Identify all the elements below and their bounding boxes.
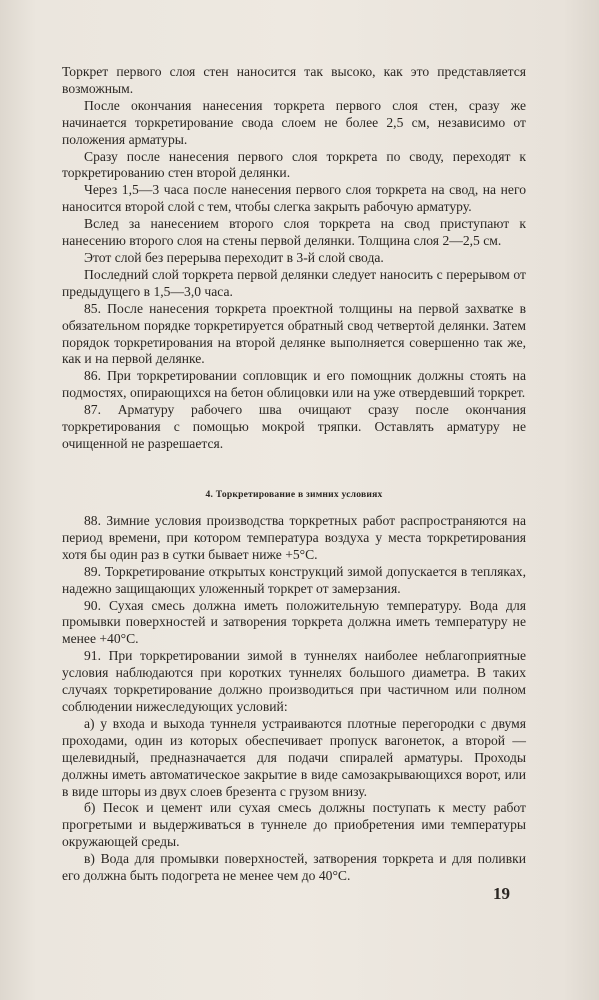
paragraph: б) Песок и цемент или сухая смесь должны поступать к месту работ прогретыми и выдерживаться в туннеле до приобретения ими температуры окружающей среды. [62,800,526,850]
body-text-top [62,64,526,453]
page-number: 19 [493,884,510,903]
paragraph: а) у входа и выхода туннеля устраиваются плотные перегородки с двумя проходами, один из которых обеспечивает пропуск вагонеток, а второй — щелевидный, предназначается для подачи спиралей арматуры. Проходы должны иметь автоматическое закрытие в виде самозакрывающихся ворот, или в виде шторы из двух слоев брезента с грузом внизу. [62,715,526,799]
paragraph: 88. Зимние условия производства торкретных работ распространяются на период времени, при котором температура воздуха у места торкретирования хотя бы один раз в сутки бывает ниже +5°С. [62,513,526,562]
paragraph: После окончания нанесения торкрета первого слоя стен, сразу же начинается торкретирование свода слоем не более 2,5 см, независимо от положения арматуры. [62,97,526,147]
paragraph: Через 1,5—3 часа после нанесения первого слоя торкрета на свод, на него наносится второй слой с тем, чтобы слегка закрыть рабочую арматуру. [62,182,526,215]
paragraph: в) Вода для промывки поверхностей, затворения торкрета и для поливки его должна быть подогрета не менее чем до 40°С. [62,851,526,884]
paragraph: 89. Торкретирование открытых конструкций зимой допускается в тепляках, надежно защищающих уложенный торкрет от замерзания. [62,563,526,596]
paragraph: Торкрет первого слоя стен наносится так высоко, как это представляется возможным. [62,64,526,96]
paragraph: Вслед за нанесением второго слоя торкрета на свод приступают к нанесению второго слоя на стены первой делянки. Толщина слоя 2—2,5 см. [62,216,526,249]
paragraph: 87. Арматуру рабочего шва очищают сразу после окончания торкретирования с помощью мокрой тряпки. Оставлять арматуру не очищенной не разрешается. [62,402,526,451]
paragraph: Этот слой без перерыва переходит в 3-й слой свода. [84,249,384,265]
section-heading: 4. Торкретирование в зимних условиях [205,489,383,500]
paragraph: 85. После нанесения торкрета проектной толщины на первой захватке в обязательном порядке торкретируется обратный свод четвертой делянки. Затем порядок торкретирования на второй делянке выполняется совершенно так же, как и на первой делянке. [62,300,526,367]
paragraph: 91. При торкретировании зимой в туннелях наиболее неблагоприятные условия наблюдаются при коротких туннелях большого диаметра. В таких случаях торкретирование должно производиться при частичном или полном соблюдении нижеследующих условий: [62,648,526,714]
paragraph: Сразу после нанесения первого слоя торкрета по своду, переходят к торкретированию стен второй делянки. [62,148,526,181]
body-text-bottom [62,513,526,885]
paragraph: 90. Сухая смесь должна иметь положительную температуру. Вода для промывки поверхностей и затворения торкрета должна иметь температуру не менее +40°С. [62,597,526,647]
paragraph: Последний слой торкрета первой делянки следует наносить с перерывом от предыдущего в 1,5—3,0 часа. [62,266,526,299]
paragraph: 86. При торкретировании сопловщик и его помощник должны стоять на подмостях, опирающихся на бетон облицовки или на уже отвердевший торкрет. [62,368,526,401]
